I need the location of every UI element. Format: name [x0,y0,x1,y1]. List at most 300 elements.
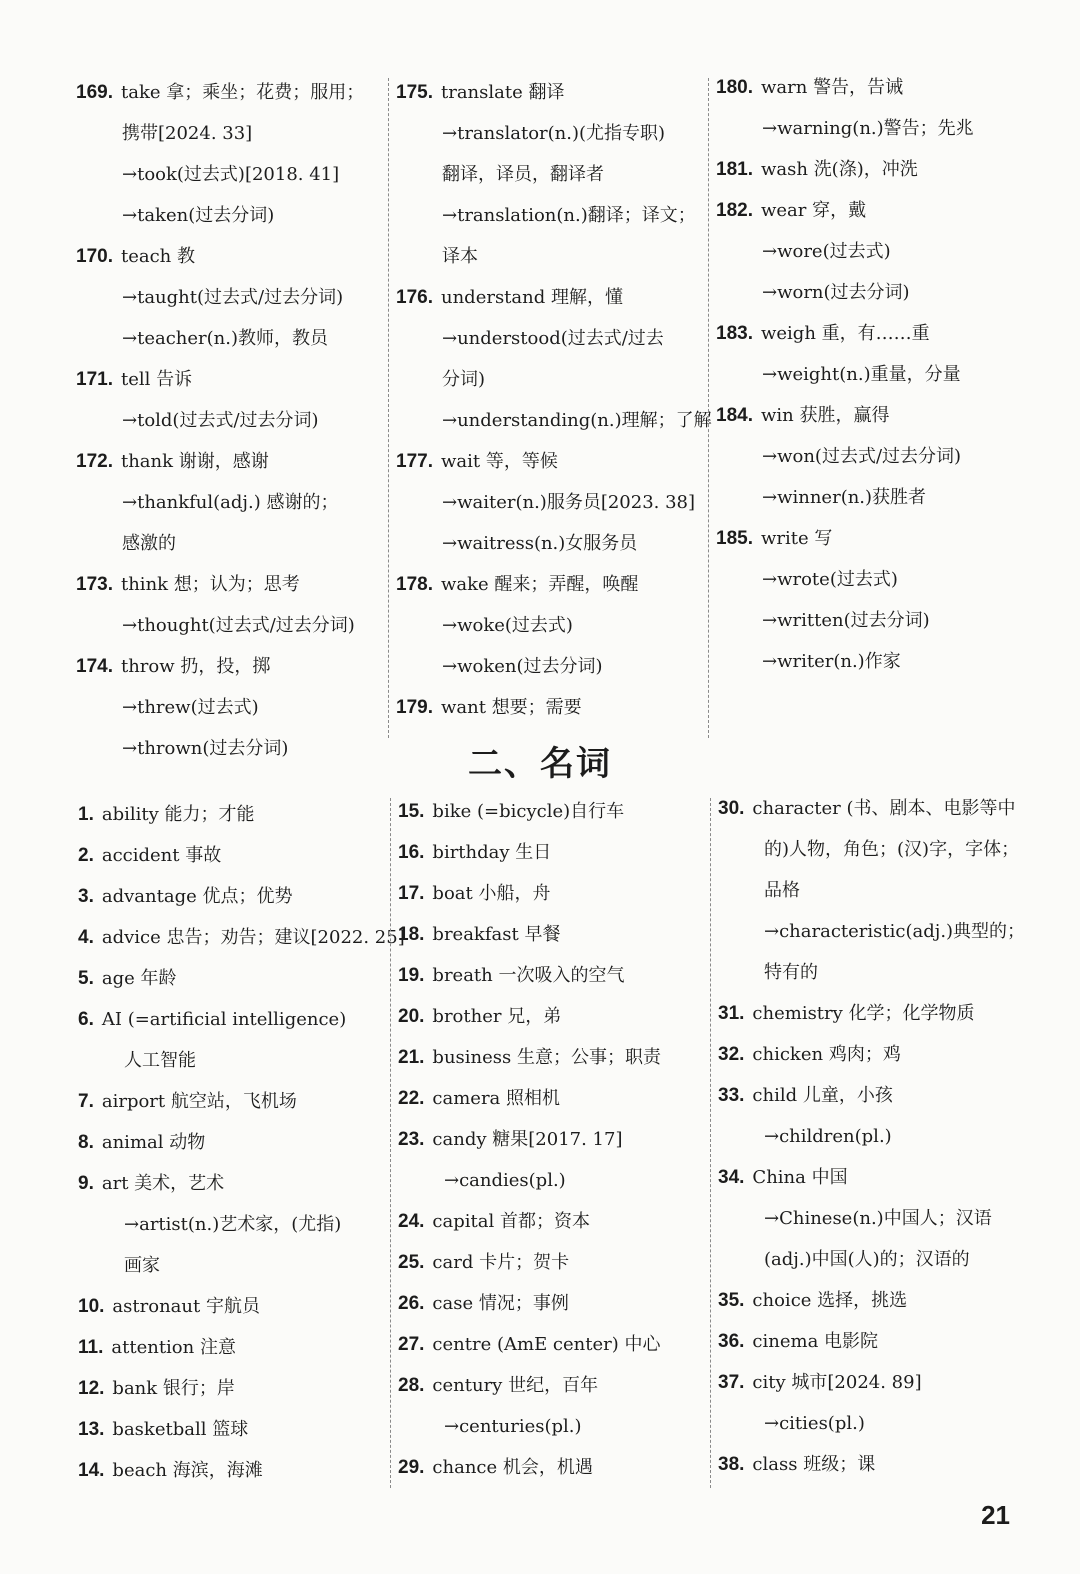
entry-word: China [752,1167,806,1188]
entry-number: 31. [718,1003,745,1024]
vocab-entry [718,993,1028,1034]
vocab-entry [398,832,703,873]
entry-text: 警告，告诫 [813,77,904,98]
entry-text: 携带[2024. 33] [122,123,253,144]
entry-number: 30. [718,798,745,819]
vocab-detail-line [76,154,376,195]
entry-number: 7. [78,1091,94,1112]
vocab-entry [396,277,701,318]
entry-number: 33. [718,1085,745,1106]
entry-text: 画家 [124,1255,160,1276]
entry-number: 177. [396,451,433,472]
entry-text: 银行；岸 [162,1378,235,1399]
entry-text: 糖果[2017. 17] [492,1129,623,1150]
entry-text: 美术，艺术 [134,1173,225,1194]
vocab-entry [718,1157,1028,1198]
entry-number: 175. [396,82,433,103]
entry-text: →woken(过去分词) [442,656,603,677]
entry-number: 25. [398,1252,425,1273]
entry-number: 19. [398,965,425,986]
entry-text: →told(过去式/过去分词) [122,410,319,431]
column-divider [708,78,709,738]
entry-number: 179. [396,697,433,718]
entry-text: →translation(n.)翻译；译文； [442,205,696,226]
entry-text: →won(过去式/过去分词) [762,446,962,467]
entry-word: capital [432,1211,495,1232]
entry-text: →understood(过去式/过去 [442,328,664,349]
entry-text: →teacher(n.)教师，教员 [122,328,328,349]
verb-column-3 [716,67,1016,682]
entry-word: city [752,1372,786,1393]
vocab-detail-line [718,870,1028,911]
entry-text: 译本 [442,246,478,267]
entry-number: 34. [718,1167,745,1188]
vocab-detail-line [716,108,1016,149]
entry-word: class [752,1454,798,1475]
vocab-detail-line [716,600,1016,641]
vocab-entry [78,1286,378,1327]
entry-text: 卡片；贺卡 [479,1252,570,1273]
entry-text: 分词) [442,369,486,390]
entry-text: (=bicycle)自行车 [477,801,625,822]
entry-number: 174. [76,656,113,677]
vocab-entry [76,359,376,400]
entry-word: breath [432,965,493,986]
vocab-entry [78,958,378,999]
entry-number: 169. [76,82,113,103]
entry-text: →waitress(n.)女服务员 [442,533,638,554]
entry-text: 谢谢，感谢 [178,451,269,472]
vocab-detail-line [78,1204,378,1245]
entry-text: 注意 [199,1337,236,1358]
entry-word: art [101,1173,129,1194]
entry-text: 扔，投，掷 [180,656,271,677]
entry-text: 航空站，飞机场 [170,1091,297,1112]
entry-word: age [101,968,135,989]
entry-text: 告诉 [156,369,193,390]
vocab-entry [398,955,703,996]
entry-text: →understanding(n.)理解；了解 [442,410,712,431]
vocab-entry [716,149,1016,190]
vocab-entry [398,1119,703,1160]
vocab-entry [78,999,378,1040]
entry-word: business [432,1047,512,1068]
entry-text: 重，有……重 [821,323,930,344]
entry-text: →candies(pl.) [444,1170,566,1191]
vocab-entry [718,1321,1028,1362]
vocab-entry [718,1444,1028,1485]
entry-text: 事故 [185,845,222,866]
entry-word: basketball [112,1419,207,1440]
entry-text: 能力；才能 [164,804,255,825]
entry-number: 21. [398,1047,425,1068]
entry-text: →children(pl.) [764,1126,892,1147]
vocab-entry [76,441,376,482]
vocab-entry [396,441,701,482]
entry-text: →worn(过去分词) [762,282,910,303]
vocab-entry [398,1242,703,1283]
vocab-detail-line [716,477,1016,518]
vocab-detail-line [396,318,701,359]
entry-text: →thrown(过去分词) [122,738,289,759]
entry-text: 城市[2024. 89] [791,1372,922,1393]
vocab-detail-line [76,318,376,359]
vocab-entry [716,395,1016,436]
entry-number: 2. [78,845,94,866]
entry-word: case [432,1293,474,1314]
entry-word: child [752,1085,798,1106]
vocab-entry [78,1122,378,1163]
vocab-entry [78,917,405,958]
vocab-detail-line [396,359,701,400]
vocab-entry [398,1037,703,1078]
entry-text: 儿童，小孩 [802,1085,893,1106]
entry-word: wash [760,159,808,180]
vocab-entry [78,1327,378,1368]
vocab-detail-line [396,236,701,277]
entry-word: birthday [432,842,510,863]
column-divider [710,798,711,1488]
entry-number: 22. [398,1088,425,1109]
entry-word: wear [760,200,807,221]
entry-number: 16. [398,842,425,863]
entry-text: 照相机 [506,1088,561,1109]
vocab-entry [398,791,703,832]
entry-word: centre [432,1334,492,1355]
entry-text: →wore(过去式) [762,241,891,262]
entry-text: 优点；优势 [202,886,293,907]
entry-text: 特有的 [764,962,818,983]
entry-number: 182. [716,200,753,221]
entry-word: chance [432,1457,498,1478]
vocab-detail-line [396,523,701,564]
entry-word: AI [101,1009,122,1030]
page-number: 21 [981,1500,1010,1530]
entry-text: (adj.)中国(人)的；汉语的 [764,1249,970,1270]
entry-word: bike [432,801,472,822]
entry-text: 生日 [515,842,552,863]
vocab-detail-line [78,1040,378,1081]
entry-text: 世纪，百年 [508,1375,599,1396]
entry-text: →winner(n.)获胜者 [762,487,927,508]
entry-text: →warning(n.)警告；先兆 [762,118,974,139]
vocab-entry [396,564,701,605]
vocab-detail-line [76,400,376,441]
entry-number: 10. [78,1296,105,1317]
verb-column-1 [76,72,376,769]
vocab-detail-line [76,605,376,646]
vocab-entry [718,788,1028,829]
entry-number: 24. [398,1211,425,1232]
entry-number: 3. [78,886,94,907]
entry-text: →threw(过去式) [122,697,259,718]
vocab-entry [718,1034,1028,1075]
entry-text: →thankful(adj.) 感谢的； [122,492,339,513]
entry-number: 17. [398,883,425,904]
entry-word: advice [101,927,161,948]
section-title: 二、名词 [468,744,612,784]
entry-word: candy [432,1129,487,1150]
entry-text: 化学；化学物质 [848,1003,975,1024]
vocab-detail-line [396,482,701,523]
entry-text: 篮球 [212,1419,249,1440]
vocab-detail-line [396,400,712,441]
entry-text: →taught(过去式/过去分词) [122,287,344,308]
vocab-entry [398,873,703,914]
entry-text: (=artificial intelligence) [127,1009,347,1030]
entry-text: 中国 [811,1167,848,1188]
vocab-entry [716,67,1016,108]
entry-word: character [752,798,841,819]
entry-text: 拿；乘坐；花费；服用； [166,82,365,103]
entry-word: card [432,1252,474,1273]
vocab-detail-line [76,482,376,523]
entry-word: thank [120,451,174,472]
entry-text: →wrote(过去式) [762,569,898,590]
vocab-detail-line [398,1160,703,1201]
entry-text: 宇航员 [205,1296,260,1317]
entry-number: 15. [398,801,425,822]
entry-word: translate [440,82,523,103]
vocab-detail-line [718,1239,1028,1280]
entry-number: 28. [398,1375,425,1396]
entry-text: 品格 [764,880,800,901]
entry-number: 6. [78,1009,94,1030]
entry-text: 班级；课 [803,1454,876,1475]
vocab-detail-line [76,195,376,236]
vocab-detail-line [716,641,1016,682]
vocab-detail-line [716,354,1016,395]
vocab-entry [78,1450,378,1491]
vocab-entry [76,646,376,687]
entry-text: →thought(过去式/过去分词) [122,615,355,636]
entry-word: ability [101,804,159,825]
entry-word: bank [112,1378,158,1399]
entry-text: 生意；公事；职责 [517,1047,661,1068]
entry-word: weigh [760,323,816,344]
entry-number: 27. [398,1334,425,1355]
entry-number: 37. [718,1372,745,1393]
entry-number: 20. [398,1006,425,1027]
entry-text: 翻译，译员，翻译者 [442,164,604,185]
entry-number: 185. [716,528,753,549]
entry-text: →translator(n.)(尤指专职) [442,123,666,144]
vocab-detail-line [398,1406,703,1447]
vocab-detail-line [718,1116,1028,1157]
entry-text: 写 [814,528,833,549]
entry-text: →woke(过去式) [442,615,573,636]
vocab-detail-line [718,911,1028,952]
entry-number: 181. [716,159,753,180]
entry-word: beach [112,1460,168,1481]
entry-word: think [120,574,169,595]
entry-word: century [432,1375,503,1396]
entry-text: 机会，机遇 [502,1457,593,1478]
vocab-detail-line [718,829,1028,870]
entry-number: 14. [78,1460,105,1481]
entry-text: (书、剧本、电影等中 [846,798,1016,819]
entry-text: 翻译 [528,82,565,103]
vocab-entry [398,1078,703,1119]
vocab-entry [718,1075,1028,1116]
entry-text: 穿，戴 [812,200,867,221]
entry-text: 选择，挑选 [817,1290,908,1311]
vocab-detail-line [396,646,701,687]
entry-text: 电影院 [824,1331,879,1352]
entry-word: brother [432,1006,502,1027]
column-divider [388,78,389,738]
entry-text: 洗(涤)，冲洗 [813,159,918,180]
entry-word: wake [440,574,489,595]
vocab-entry [718,1280,1028,1321]
entry-word: camera [432,1088,501,1109]
entry-word: wait [440,451,481,472]
entry-text: →weight(n.)重量，分量 [762,364,961,385]
entry-text: 鸡肉；鸡 [828,1044,901,1065]
entry-number: 36. [718,1331,745,1352]
noun-column-3 [718,788,1028,1485]
entry-number: 12. [78,1378,105,1399]
vocab-detail-line [76,523,376,564]
entry-number: 170. [76,246,113,267]
entry-text: 想；认为；思考 [173,574,300,595]
vocab-entry [76,564,376,605]
entry-text: 一次吸入的空气 [498,965,625,986]
vocab-detail-line [718,952,1028,993]
entry-number: 9. [78,1173,94,1194]
entry-text: →taken(过去分词) [122,205,275,226]
entry-text: 教 [177,246,196,267]
entry-text: 想要；需要 [491,697,582,718]
vocab-entry [398,1447,703,1488]
vocab-entry [398,1324,703,1365]
entry-number: 23. [398,1129,425,1150]
entry-text: →Chinese(n.)中国人；汉语 [764,1208,992,1229]
vocab-entry [398,996,703,1037]
entry-text: →artist(n.)艺术家，(尤指) [124,1214,342,1235]
vocab-detail-line [716,559,1016,600]
entry-text: 首都；资本 [499,1211,590,1232]
entry-number: 35. [718,1290,745,1311]
entry-number: 8. [78,1132,94,1153]
entry-number: 180. [716,77,753,98]
noun-column-2 [398,791,703,1488]
entry-number: 184. [716,405,753,426]
entry-text: 人工智能 [124,1050,196,1071]
vocab-entry [396,687,701,728]
entry-text: 理解，懂 [551,287,624,308]
vocab-detail-line [76,687,376,728]
entry-word: win [760,405,794,426]
entry-text: 感激的 [122,533,176,554]
vocab-entry [78,794,378,835]
entry-word: take [120,82,161,103]
vocab-entry [398,914,703,955]
entry-text: 动物 [169,1132,206,1153]
entry-word: cinema [752,1331,819,1352]
vocab-entry [76,72,376,113]
entry-word: want [440,697,486,718]
entry-text: →cities(pl.) [764,1413,865,1434]
vocab-entry [78,835,378,876]
column-divider [390,798,391,1488]
vocab-detail-line [396,605,701,646]
vocab-detail-line [396,195,701,236]
entry-text: 忠告；劝告；建议[2022. 25] [166,927,405,948]
vocab-entry [78,1081,378,1122]
entry-number: 13. [78,1419,105,1440]
vocab-entry [76,236,376,277]
entry-text: 早餐 [524,924,561,945]
entry-word: tell [120,369,151,390]
vocab-detail-line [76,277,376,318]
vocab-detail-line [718,1403,1028,1444]
vocab-detail-line [78,1245,378,1286]
entry-text: 醒来；弄醒，唤醒 [494,574,639,595]
vocab-entry [78,1163,378,1204]
entry-number: 4. [78,927,94,948]
vocab-detail-line [716,272,1016,313]
entry-word: chicken [752,1044,824,1065]
entry-number: 18. [398,924,425,945]
verb-column-2 [396,72,712,728]
entry-word: understand [440,287,546,308]
entry-number: 32. [718,1044,745,1065]
vocab-entry [398,1365,703,1406]
entry-text: 获胜，赢得 [799,405,890,426]
entry-number: 178. [396,574,433,595]
entry-text: (AmE center) 中心 [496,1334,661,1355]
entry-word: boat [432,883,473,904]
entry-word: astronaut [112,1296,201,1317]
entry-text: →waiter(n.)服务员[2023. 38] [442,492,696,513]
vocab-entry [78,1409,378,1450]
vocab-detail-line [718,1198,1028,1239]
entry-number: 5. [78,968,94,989]
entry-text: →centuries(pl.) [444,1416,582,1437]
entry-word: choice [752,1290,812,1311]
entry-number: 176. [396,287,433,308]
entry-text: 年龄 [140,968,177,989]
entry-number: 171. [76,369,113,390]
entry-word: advantage [101,886,197,907]
entry-word: teach [120,246,172,267]
vocab-entry [398,1201,703,1242]
vocab-detail-line [396,113,701,154]
entry-number: 1. [78,804,94,825]
vocab-entry [78,1368,378,1409]
entry-text: 等，等候 [485,451,558,472]
vocab-detail-line [716,436,1016,477]
entry-text: 情况；事例 [478,1293,569,1314]
entry-word: throw [120,656,175,677]
entry-word: attention [111,1337,195,1358]
entry-word: accident [101,845,180,866]
vocab-detail-line [396,154,701,195]
vocab-detail-line [76,113,376,154]
entry-word: write [760,528,809,549]
vocab-entry [718,1362,1028,1403]
entry-number: 26. [398,1293,425,1314]
entry-word: airport [101,1091,166,1112]
vocab-entry [716,313,1016,354]
entry-word: warn [760,77,808,98]
vocab-entry [716,190,1016,231]
entry-text: →characteristic(adj.)典型的； [764,921,1026,942]
entry-number: 183. [716,323,753,344]
entry-text: 的)人物，角色；(汉)字，字体； [764,839,1020,860]
entry-text: →written(过去分词) [762,610,930,631]
